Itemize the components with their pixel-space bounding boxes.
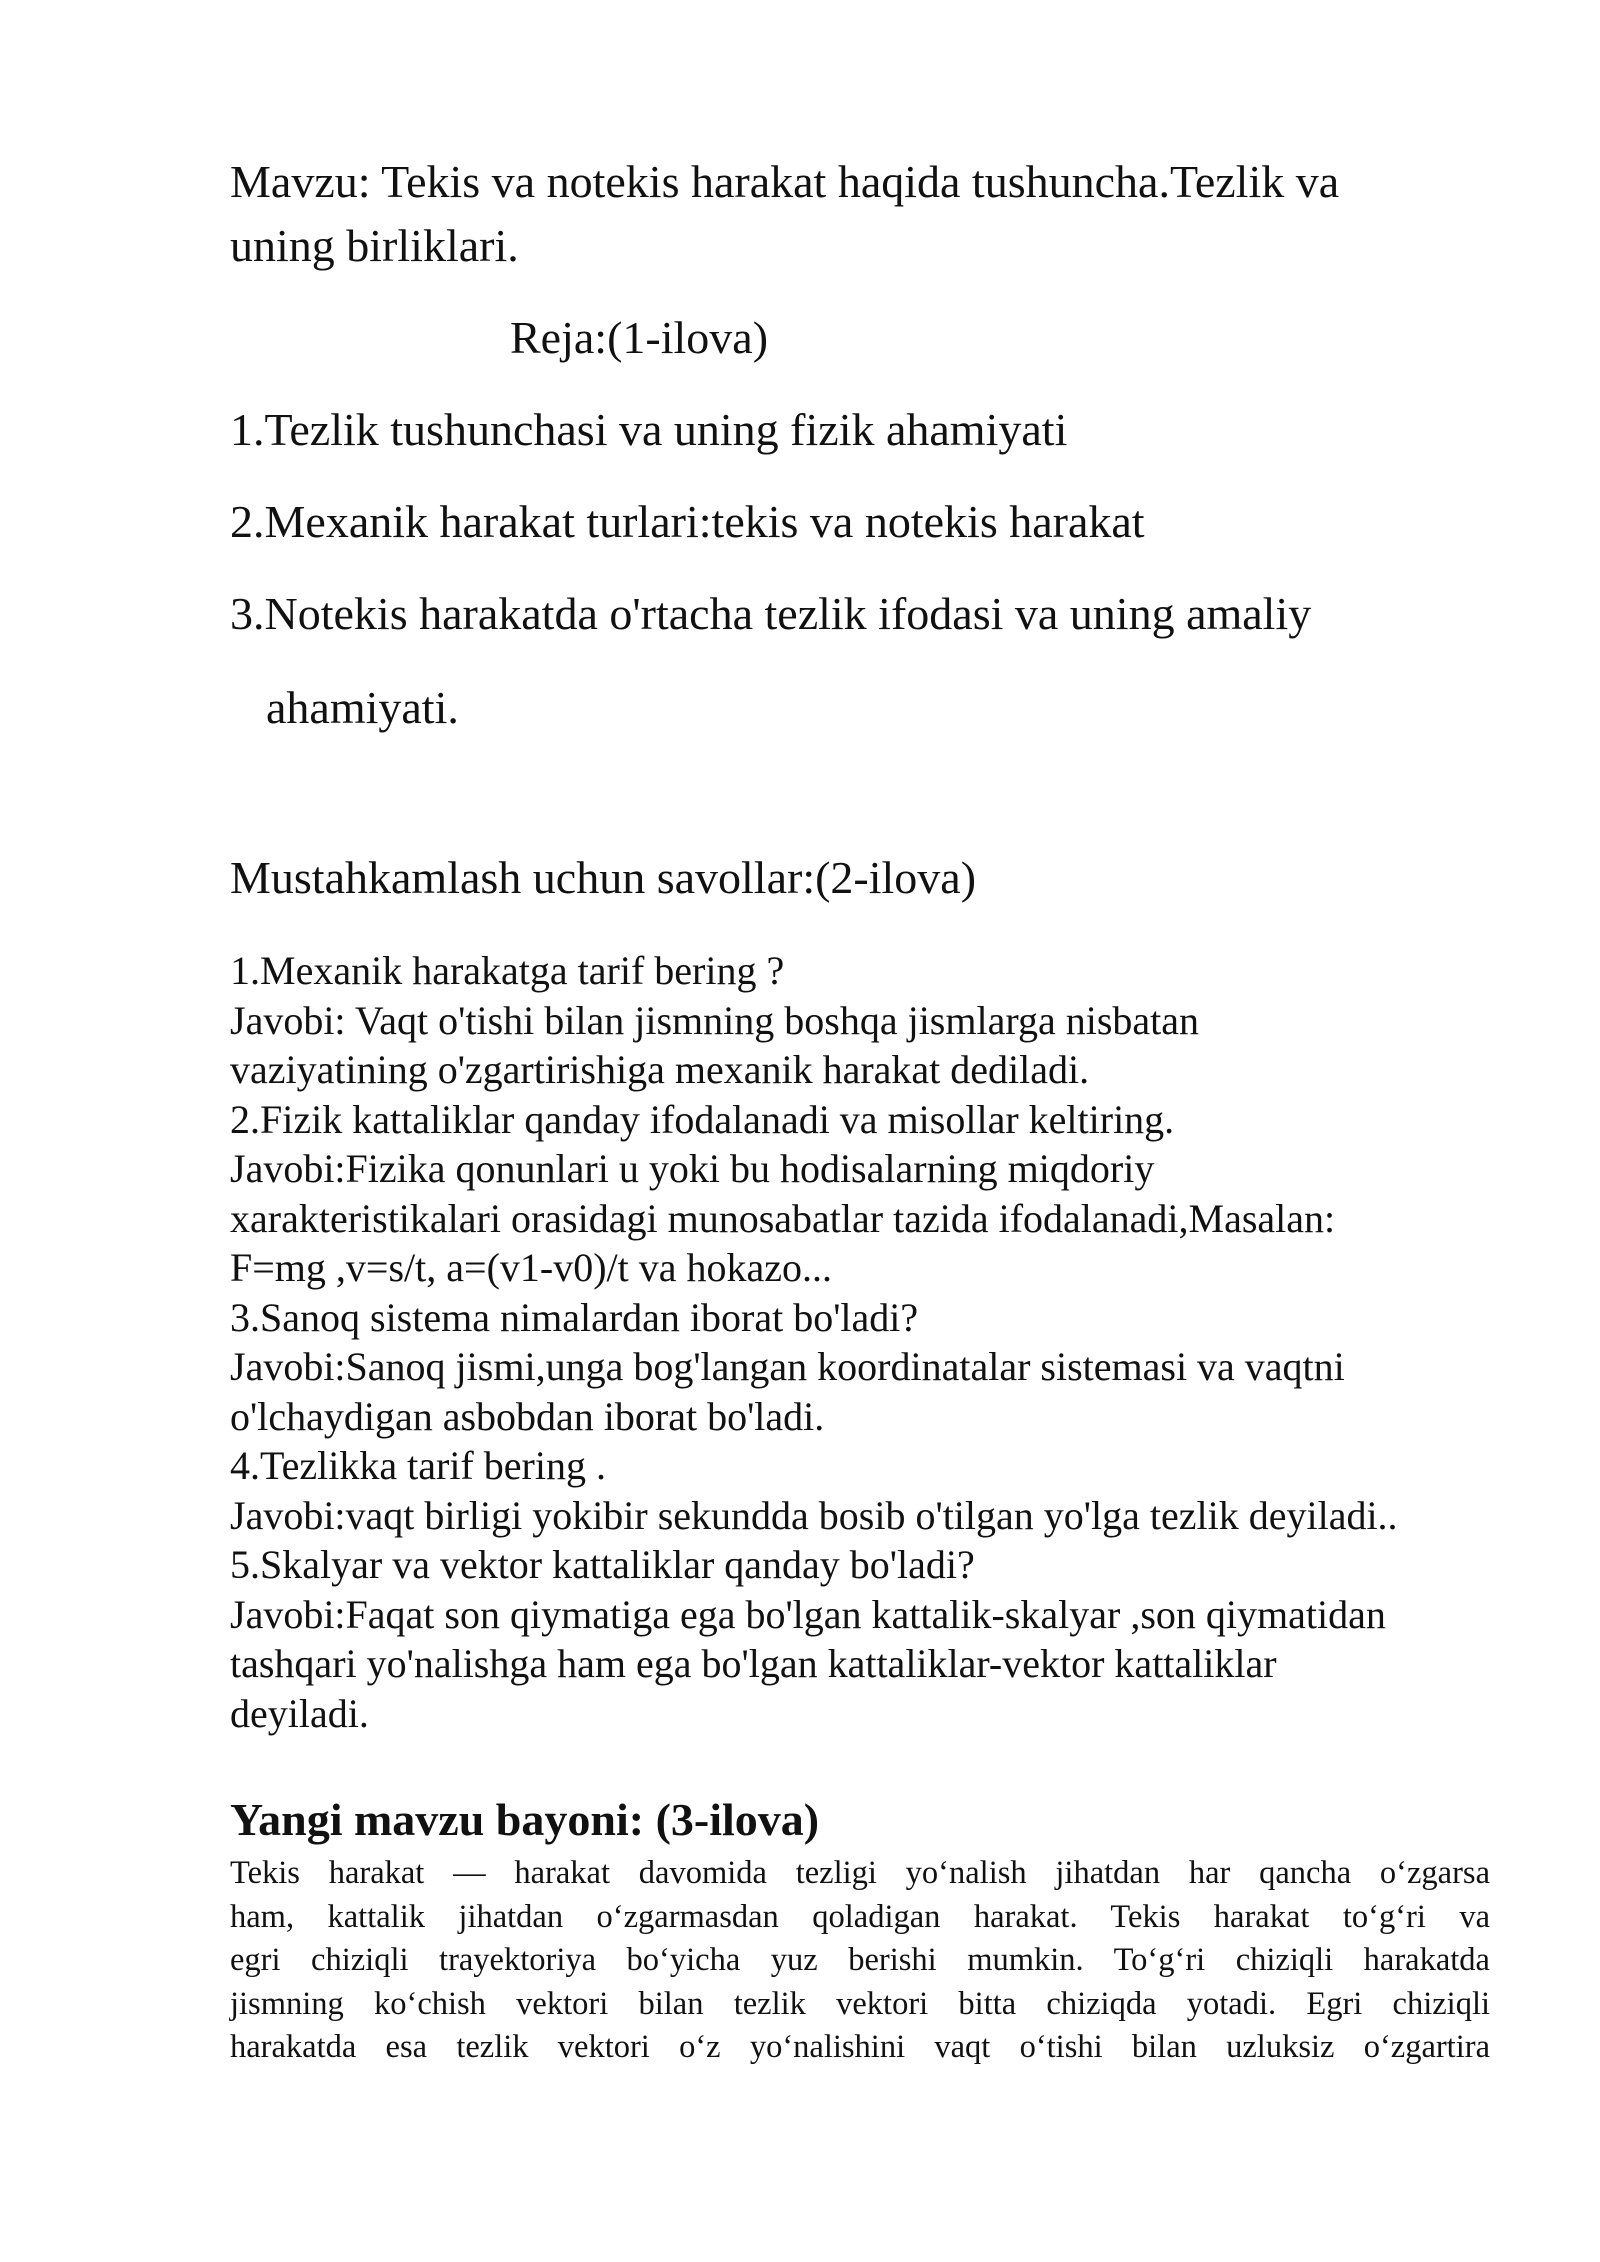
answer-1-line-1: Javobi: Vaqt o'tishi bilan jismning boshqa jismlarga nisbatan: [230, 997, 1200, 1043]
answer-4-line-1: Javobi:vaqt birligi yokibir sekundda bosib o'tilgan yo'lga tezlik deyiladi..: [230, 1492, 1398, 1538]
document-page: [230, 150, 1490, 2070]
questions-list: [230, 946, 1490, 1738]
answer-1-line-2: vaziyatining o'zgartirishiga mexanik harakat dediladi.: [230, 1047, 1090, 1092]
new-topic-paragraph: [230, 1852, 1490, 2070]
question-3: 3.Sanoq sistema nimalardan iborat bo'ladi?: [230, 1294, 919, 1340]
answer-2-line-2: xarakteristikalari orasidagi munosabatlar tazida ifodalanadi,Masalan:: [230, 1195, 1336, 1241]
topic-title-line-2: uning birliklari.: [230, 220, 519, 271]
answer-5-line-2: tashqari yo'nalishga ham ega bo'lgan kattaliklar-vektor kattaliklar: [230, 1641, 1277, 1686]
plan-item-1: 1.Tezlik tushunchasi va uning fizik ahamiyati: [230, 404, 1068, 455]
paragraph-line-2: ham, kattalik jihatdan o‘zgarmasdan qoladigan harakat. Tekis harakat to‘g‘ri va: [230, 1898, 1490, 1935]
plan-item-3-continuation: ahamiyati.: [266, 682, 459, 733]
new-topic-heading: Yangi mavzu bayoni: (3-ilova): [230, 1794, 820, 1845]
plan-heading: Reja:(1-ilova): [510, 312, 769, 363]
answer-5-line-3: deyiladi.: [230, 1690, 369, 1736]
answer-5-line-1: Javobi:Faqat son qiymatiga ega bo'lgan kattalik-skalyar ,son qiymatidan: [230, 1591, 1386, 1637]
question-2: 2.Fizik kattaliklar qanday ifodalanadi va misollar keltiring.: [230, 1096, 1175, 1142]
question-5: 5.Skalyar va vektor kattaliklar qanday bo'ladi?: [230, 1542, 975, 1587]
paragraph-line-4: jismning ko‘chish vektori bilan tezlik vektori bitta chiziqda yotadi. Egri chiziqli: [230, 1985, 1490, 2022]
plan-item-2: 2.Mexanik harakat turlari:tekis va notekis harakat: [230, 496, 1145, 547]
paragraph-line-3: egri chiziqli trayektoriya bo‘yicha yuz berishi mumkin. To‘g‘ri chiziqli harakatda: [230, 1942, 1490, 1978]
paragraph-line-1: Tekis harakat — harakat davomida tezligi yo‘nalish jihatdan har qancha o‘zgarsa: [230, 1855, 1490, 1891]
answer-2-line-3: F=mg ,v=s/t, a=(v1-v0)/t va hokazo...: [230, 1245, 833, 1290]
plan-item-3: 3.Notekis harakatda o'rtacha tezlik ifodasi va uning amaliy: [230, 588, 1312, 639]
question-4: 4.Tezlikka tarif bering .: [230, 1443, 606, 1488]
questions-heading: Mustahkamlash uchun savollar:(2-ilova): [230, 852, 977, 903]
answer-3-line-1: Javobi:Sanoq jismi,unga bog'langan koordinatalar sistemasi va vaqtni: [230, 1344, 1345, 1389]
answer-2-line-1: Javobi:Fizika qonunlari u yoki bu hodisalarning miqdoriy: [230, 1146, 1155, 1191]
paragraph-line-5: harakatda esa tezlik vektori o‘z yo‘nalishini vaqt o‘tishi bilan uzluksiz o‘zgartira: [230, 2029, 1490, 2065]
answer-3-line-2: o'lchaydigan asbobdan iborat bo'ladi.: [230, 1393, 825, 1439]
topic-title-line-1: Mavzu: Tekis va notekis harakat haqida tushuncha.Tezlik va: [230, 156, 1340, 207]
question-1: 1.Mexanik harakatga tarif bering ?: [230, 948, 785, 993]
